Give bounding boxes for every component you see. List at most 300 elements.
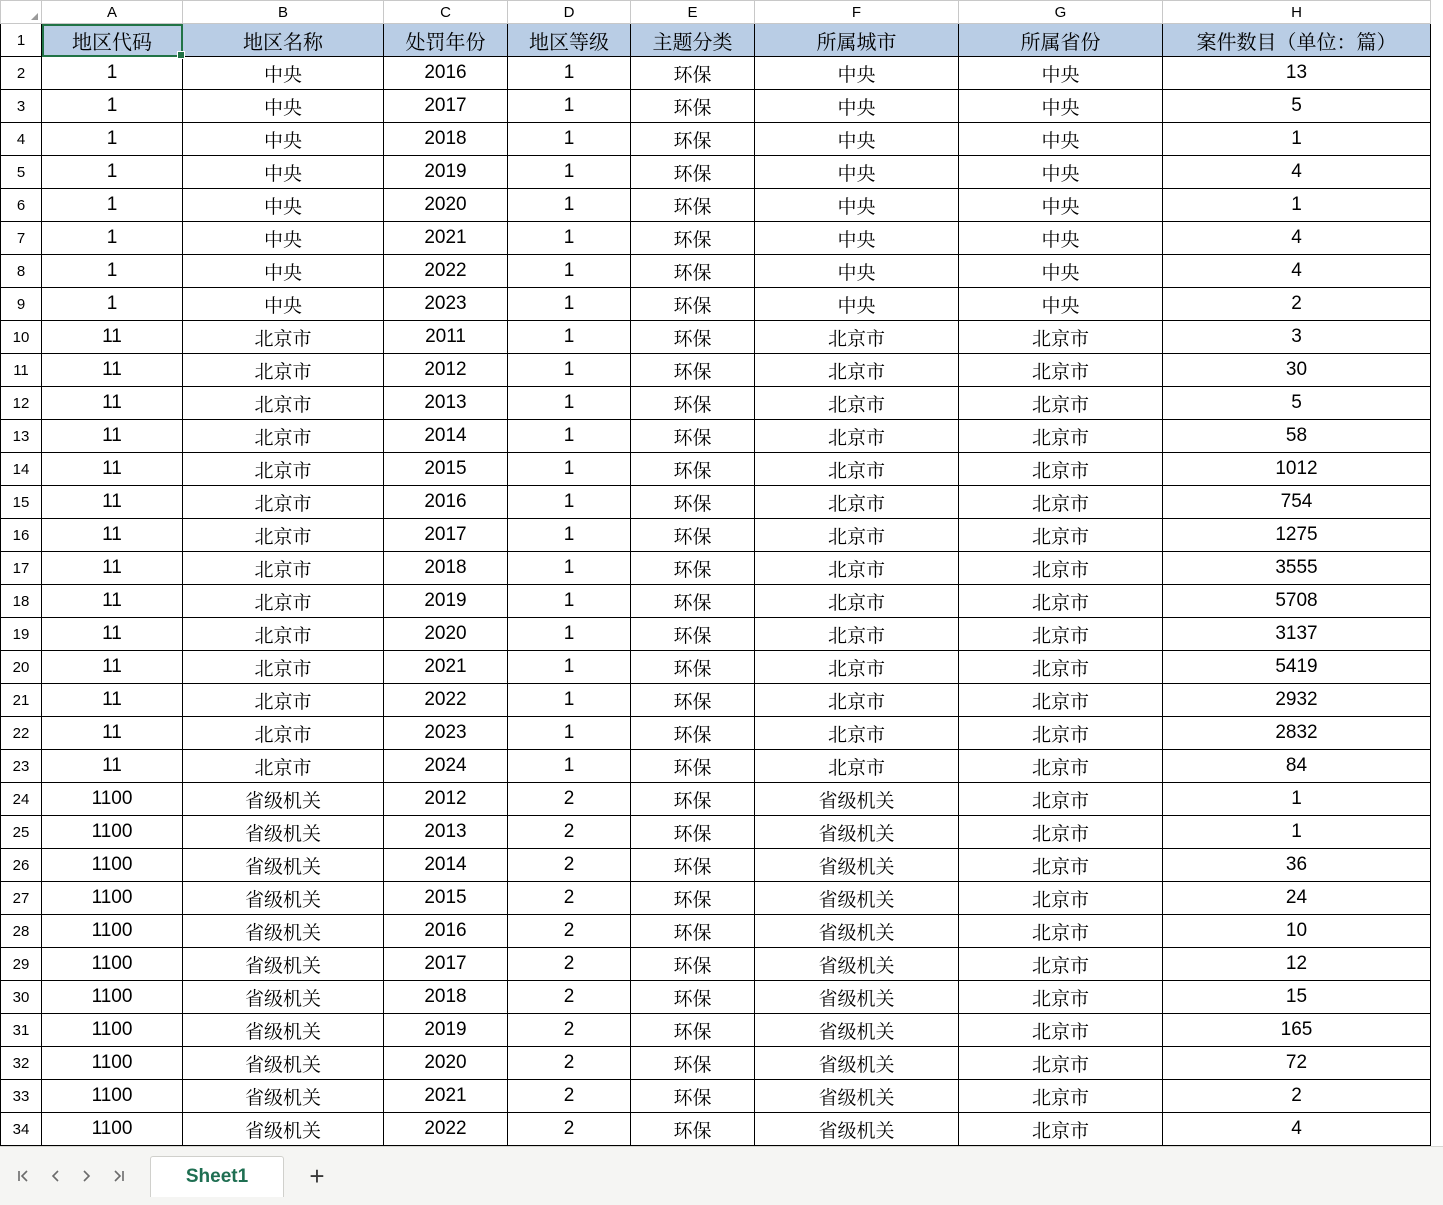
cell-g23[interactable]: 北京市 xyxy=(959,750,1163,783)
header-cell-f1[interactable]: 所属城市 xyxy=(755,24,959,57)
cell-b32[interactable]: 省级机关 xyxy=(183,1047,384,1080)
cell-h13[interactable]: 58 xyxy=(1163,420,1431,453)
cell-f34[interactable]: 省级机关 xyxy=(755,1113,959,1146)
cell-g9[interactable]: 中央 xyxy=(959,288,1163,321)
cell-a18[interactable]: 11 xyxy=(42,585,183,618)
cell-g2[interactable]: 中央 xyxy=(959,57,1163,90)
cell-e10[interactable]: 环保 xyxy=(631,321,755,354)
cell-f27[interactable]: 省级机关 xyxy=(755,882,959,915)
cell-d22[interactable]: 1 xyxy=(508,717,631,750)
cell-b20[interactable]: 北京市 xyxy=(183,651,384,684)
cell-h12[interactable]: 5 xyxy=(1163,387,1431,420)
cell-a29[interactable]: 1100 xyxy=(42,948,183,981)
cell-d15[interactable]: 1 xyxy=(508,486,631,519)
header-cell-h1[interactable]: 案件数目（单位：篇） xyxy=(1163,24,1431,57)
cell-d17[interactable]: 1 xyxy=(508,552,631,585)
cell-d19[interactable]: 1 xyxy=(508,618,631,651)
cell-g10[interactable]: 北京市 xyxy=(959,321,1163,354)
row-header-20[interactable]: 20 xyxy=(1,651,42,684)
cell-b34[interactable]: 省级机关 xyxy=(183,1113,384,1146)
cell-f32[interactable]: 省级机关 xyxy=(755,1047,959,1080)
cell-g22[interactable]: 北京市 xyxy=(959,717,1163,750)
column-header-e[interactable]: E xyxy=(631,1,755,24)
cell-h11[interactable]: 30 xyxy=(1163,354,1431,387)
cell-e2[interactable]: 环保 xyxy=(631,57,755,90)
cell-b28[interactable]: 省级机关 xyxy=(183,915,384,948)
cell-a26[interactable]: 1100 xyxy=(42,849,183,882)
cell-g13[interactable]: 北京市 xyxy=(959,420,1163,453)
cell-h18[interactable]: 5708 xyxy=(1163,585,1431,618)
cell-d16[interactable]: 1 xyxy=(508,519,631,552)
cell-e16[interactable]: 环保 xyxy=(631,519,755,552)
cell-f29[interactable]: 省级机关 xyxy=(755,948,959,981)
cell-e12[interactable]: 环保 xyxy=(631,387,755,420)
row-header-19[interactable]: 19 xyxy=(1,618,42,651)
cell-d8[interactable]: 1 xyxy=(508,255,631,288)
cell-g24[interactable]: 北京市 xyxy=(959,783,1163,816)
cell-h6[interactable]: 1 xyxy=(1163,189,1431,222)
cell-c22[interactable]: 2023 xyxy=(384,717,508,750)
cell-b29[interactable]: 省级机关 xyxy=(183,948,384,981)
cell-e14[interactable]: 环保 xyxy=(631,453,755,486)
cell-c31[interactable]: 2019 xyxy=(384,1014,508,1047)
cell-b25[interactable]: 省级机关 xyxy=(183,816,384,849)
cell-d9[interactable]: 1 xyxy=(508,288,631,321)
cell-b11[interactable]: 北京市 xyxy=(183,354,384,387)
cell-d12[interactable]: 1 xyxy=(508,387,631,420)
row-header-16[interactable]: 16 xyxy=(1,519,42,552)
previous-sheet-icon[interactable] xyxy=(40,1159,70,1193)
cell-f7[interactable]: 中央 xyxy=(755,222,959,255)
cell-f8[interactable]: 中央 xyxy=(755,255,959,288)
row-header-10[interactable]: 10 xyxy=(1,321,42,354)
row-header-30[interactable]: 30 xyxy=(1,981,42,1014)
cell-h10[interactable]: 3 xyxy=(1163,321,1431,354)
cell-a14[interactable]: 11 xyxy=(42,453,183,486)
header-cell-b1[interactable]: 地区名称 xyxy=(183,24,384,57)
cell-h29[interactable]: 12 xyxy=(1163,948,1431,981)
cell-g4[interactable]: 中央 xyxy=(959,123,1163,156)
cell-g30[interactable]: 北京市 xyxy=(959,981,1163,1014)
cell-c25[interactable]: 2013 xyxy=(384,816,508,849)
cell-e29[interactable]: 环保 xyxy=(631,948,755,981)
cell-e24[interactable]: 环保 xyxy=(631,783,755,816)
cell-d20[interactable]: 1 xyxy=(508,651,631,684)
row-header-18[interactable]: 18 xyxy=(1,585,42,618)
row-header-32[interactable]: 32 xyxy=(1,1047,42,1080)
cell-a10[interactable]: 11 xyxy=(42,321,183,354)
cell-c15[interactable]: 2016 xyxy=(384,486,508,519)
row-header-8[interactable]: 8 xyxy=(1,255,42,288)
row-header-25[interactable]: 25 xyxy=(1,816,42,849)
cell-h26[interactable]: 36 xyxy=(1163,849,1431,882)
cell-b9[interactable]: 中央 xyxy=(183,288,384,321)
cell-c6[interactable]: 2020 xyxy=(384,189,508,222)
cell-g16[interactable]: 北京市 xyxy=(959,519,1163,552)
cell-e7[interactable]: 环保 xyxy=(631,222,755,255)
cell-f30[interactable]: 省级机关 xyxy=(755,981,959,1014)
cell-f31[interactable]: 省级机关 xyxy=(755,1014,959,1047)
cell-d28[interactable]: 2 xyxy=(508,915,631,948)
cell-d33[interactable]: 2 xyxy=(508,1080,631,1113)
cell-a27[interactable]: 1100 xyxy=(42,882,183,915)
cell-d11[interactable]: 1 xyxy=(508,354,631,387)
cell-a22[interactable]: 11 xyxy=(42,717,183,750)
cell-b12[interactable]: 北京市 xyxy=(183,387,384,420)
row-header-14[interactable]: 14 xyxy=(1,453,42,486)
cell-b14[interactable]: 北京市 xyxy=(183,453,384,486)
cell-g32[interactable]: 北京市 xyxy=(959,1047,1163,1080)
cell-g34[interactable]: 北京市 xyxy=(959,1113,1163,1146)
cell-h4[interactable]: 1 xyxy=(1163,123,1431,156)
cell-h32[interactable]: 72 xyxy=(1163,1047,1431,1080)
cell-a25[interactable]: 1100 xyxy=(42,816,183,849)
cell-c30[interactable]: 2018 xyxy=(384,981,508,1014)
row-header-5[interactable]: 5 xyxy=(1,156,42,189)
cell-h34[interactable]: 4 xyxy=(1163,1113,1431,1146)
cell-d7[interactable]: 1 xyxy=(508,222,631,255)
row-header-21[interactable]: 21 xyxy=(1,684,42,717)
cell-b13[interactable]: 北京市 xyxy=(183,420,384,453)
cell-a4[interactable]: 1 xyxy=(42,123,183,156)
cell-e34[interactable]: 环保 xyxy=(631,1113,755,1146)
cell-d4[interactable]: 1 xyxy=(508,123,631,156)
cell-f22[interactable]: 北京市 xyxy=(755,717,959,750)
cell-h17[interactable]: 3555 xyxy=(1163,552,1431,585)
cell-g26[interactable]: 北京市 xyxy=(959,849,1163,882)
cell-b7[interactable]: 中央 xyxy=(183,222,384,255)
cell-e28[interactable]: 环保 xyxy=(631,915,755,948)
header-cell-e1[interactable]: 主题分类 xyxy=(631,24,755,57)
cell-h8[interactable]: 4 xyxy=(1163,255,1431,288)
cell-d29[interactable]: 2 xyxy=(508,948,631,981)
cell-e26[interactable]: 环保 xyxy=(631,849,755,882)
cell-a15[interactable]: 11 xyxy=(42,486,183,519)
row-header-26[interactable]: 26 xyxy=(1,849,42,882)
row-header-29[interactable]: 29 xyxy=(1,948,42,981)
row-header-28[interactable]: 28 xyxy=(1,915,42,948)
cell-d3[interactable]: 1 xyxy=(508,90,631,123)
cell-a8[interactable]: 1 xyxy=(42,255,183,288)
cell-e23[interactable]: 环保 xyxy=(631,750,755,783)
last-sheet-icon[interactable] xyxy=(104,1159,134,1193)
cell-c13[interactable]: 2014 xyxy=(384,420,508,453)
cell-f21[interactable]: 北京市 xyxy=(755,684,959,717)
cell-c12[interactable]: 2013 xyxy=(384,387,508,420)
cell-e3[interactable]: 环保 xyxy=(631,90,755,123)
cell-b33[interactable]: 省级机关 xyxy=(183,1080,384,1113)
select-all-corner[interactable] xyxy=(1,1,42,24)
cell-g18[interactable]: 北京市 xyxy=(959,585,1163,618)
cell-h27[interactable]: 24 xyxy=(1163,882,1431,915)
cell-a6[interactable]: 1 xyxy=(42,189,183,222)
cell-f20[interactable]: 北京市 xyxy=(755,651,959,684)
cell-a21[interactable]: 11 xyxy=(42,684,183,717)
cell-e32[interactable]: 环保 xyxy=(631,1047,755,1080)
cell-c2[interactable]: 2016 xyxy=(384,57,508,90)
cell-g19[interactable]: 北京市 xyxy=(959,618,1163,651)
cell-a23[interactable]: 11 xyxy=(42,750,183,783)
cell-f25[interactable]: 省级机关 xyxy=(755,816,959,849)
cell-g25[interactable]: 北京市 xyxy=(959,816,1163,849)
cell-h30[interactable]: 15 xyxy=(1163,981,1431,1014)
cell-d31[interactable]: 2 xyxy=(508,1014,631,1047)
cell-d6[interactable]: 1 xyxy=(508,189,631,222)
cell-h25[interactable]: 1 xyxy=(1163,816,1431,849)
cell-b19[interactable]: 北京市 xyxy=(183,618,384,651)
cell-g14[interactable]: 北京市 xyxy=(959,453,1163,486)
cell-c10[interactable]: 2011 xyxy=(384,321,508,354)
add-sheet-button[interactable] xyxy=(300,1159,334,1193)
cell-a24[interactable]: 1100 xyxy=(42,783,183,816)
cell-c18[interactable]: 2019 xyxy=(384,585,508,618)
header-cell-c1[interactable]: 处罚年份 xyxy=(384,24,508,57)
cell-f17[interactable]: 北京市 xyxy=(755,552,959,585)
cell-e6[interactable]: 环保 xyxy=(631,189,755,222)
cell-f6[interactable]: 中央 xyxy=(755,189,959,222)
cell-c7[interactable]: 2021 xyxy=(384,222,508,255)
row-header-33[interactable]: 33 xyxy=(1,1080,42,1113)
cell-c9[interactable]: 2023 xyxy=(384,288,508,321)
row-header-2[interactable]: 2 xyxy=(1,57,42,90)
row-header-34[interactable]: 34 xyxy=(1,1113,42,1146)
cell-b10[interactable]: 北京市 xyxy=(183,321,384,354)
cell-c23[interactable]: 2024 xyxy=(384,750,508,783)
cell-c26[interactable]: 2014 xyxy=(384,849,508,882)
cell-e9[interactable]: 环保 xyxy=(631,288,755,321)
cell-d30[interactable]: 2 xyxy=(508,981,631,1014)
row-header-9[interactable]: 9 xyxy=(1,288,42,321)
cell-e15[interactable]: 环保 xyxy=(631,486,755,519)
cell-b23[interactable]: 北京市 xyxy=(183,750,384,783)
row-header-7[interactable]: 7 xyxy=(1,222,42,255)
row-header-15[interactable]: 15 xyxy=(1,486,42,519)
cell-f13[interactable]: 北京市 xyxy=(755,420,959,453)
cell-h33[interactable]: 2 xyxy=(1163,1080,1431,1113)
cell-c5[interactable]: 2019 xyxy=(384,156,508,189)
cell-a34[interactable]: 1100 xyxy=(42,1113,183,1146)
cell-d13[interactable]: 1 xyxy=(508,420,631,453)
cell-e19[interactable]: 环保 xyxy=(631,618,755,651)
cell-b2[interactable]: 中央 xyxy=(183,57,384,90)
cell-c8[interactable]: 2022 xyxy=(384,255,508,288)
cell-b16[interactable]: 北京市 xyxy=(183,519,384,552)
cell-b17[interactable]: 北京市 xyxy=(183,552,384,585)
cell-g15[interactable]: 北京市 xyxy=(959,486,1163,519)
cell-c14[interactable]: 2015 xyxy=(384,453,508,486)
cell-a33[interactable]: 1100 xyxy=(42,1080,183,1113)
column-header-d[interactable]: D xyxy=(508,1,631,24)
cell-g5[interactable]: 中央 xyxy=(959,156,1163,189)
cell-f18[interactable]: 北京市 xyxy=(755,585,959,618)
row-header-17[interactable]: 17 xyxy=(1,552,42,585)
cell-a28[interactable]: 1100 xyxy=(42,915,183,948)
cell-e27[interactable]: 环保 xyxy=(631,882,755,915)
cell-d34[interactable]: 2 xyxy=(508,1113,631,1146)
cell-h3[interactable]: 5 xyxy=(1163,90,1431,123)
cell-g12[interactable]: 北京市 xyxy=(959,387,1163,420)
cell-d2[interactable]: 1 xyxy=(508,57,631,90)
cell-d27[interactable]: 2 xyxy=(508,882,631,915)
cell-c19[interactable]: 2020 xyxy=(384,618,508,651)
cell-f11[interactable]: 北京市 xyxy=(755,354,959,387)
cell-c16[interactable]: 2017 xyxy=(384,519,508,552)
cell-a31[interactable]: 1100 xyxy=(42,1014,183,1047)
cell-h20[interactable]: 5419 xyxy=(1163,651,1431,684)
cell-f28[interactable]: 省级机关 xyxy=(755,915,959,948)
cell-c29[interactable]: 2017 xyxy=(384,948,508,981)
cell-b31[interactable]: 省级机关 xyxy=(183,1014,384,1047)
cell-a9[interactable]: 1 xyxy=(42,288,183,321)
cell-e22[interactable]: 环保 xyxy=(631,717,755,750)
cell-d14[interactable]: 1 xyxy=(508,453,631,486)
cell-b24[interactable]: 省级机关 xyxy=(183,783,384,816)
row-header-4[interactable]: 4 xyxy=(1,123,42,156)
cell-c32[interactable]: 2020 xyxy=(384,1047,508,1080)
cell-a7[interactable]: 1 xyxy=(42,222,183,255)
cell-b26[interactable]: 省级机关 xyxy=(183,849,384,882)
cell-g29[interactable]: 北京市 xyxy=(959,948,1163,981)
cell-h24[interactable]: 1 xyxy=(1163,783,1431,816)
header-cell-d1[interactable]: 地区等级 xyxy=(508,24,631,57)
cell-e31[interactable]: 环保 xyxy=(631,1014,755,1047)
row-header-23[interactable]: 23 xyxy=(1,750,42,783)
column-header-a[interactable]: A xyxy=(42,1,183,24)
cell-e25[interactable]: 环保 xyxy=(631,816,755,849)
cell-h23[interactable]: 84 xyxy=(1163,750,1431,783)
row-header-22[interactable]: 22 xyxy=(1,717,42,750)
cell-b6[interactable]: 中央 xyxy=(183,189,384,222)
cell-h5[interactable]: 4 xyxy=(1163,156,1431,189)
row-header-1[interactable]: 1 xyxy=(1,24,42,57)
cell-h16[interactable]: 1275 xyxy=(1163,519,1431,552)
column-header-b[interactable]: B xyxy=(183,1,384,24)
cell-c28[interactable]: 2016 xyxy=(384,915,508,948)
cell-g6[interactable]: 中央 xyxy=(959,189,1163,222)
cell-f23[interactable]: 北京市 xyxy=(755,750,959,783)
row-header-31[interactable]: 31 xyxy=(1,1014,42,1047)
cell-f2[interactable]: 中央 xyxy=(755,57,959,90)
cell-b27[interactable]: 省级机关 xyxy=(183,882,384,915)
cell-b18[interactable]: 北京市 xyxy=(183,585,384,618)
cell-g27[interactable]: 北京市 xyxy=(959,882,1163,915)
cell-e20[interactable]: 环保 xyxy=(631,651,755,684)
header-cell-a1[interactable]: 地区代码 xyxy=(42,24,183,57)
cell-a17[interactable]: 11 xyxy=(42,552,183,585)
cell-d26[interactable]: 2 xyxy=(508,849,631,882)
cell-b8[interactable]: 中央 xyxy=(183,255,384,288)
cell-e18[interactable]: 环保 xyxy=(631,585,755,618)
cell-d21[interactable]: 1 xyxy=(508,684,631,717)
cell-c20[interactable]: 2021 xyxy=(384,651,508,684)
cell-a20[interactable]: 11 xyxy=(42,651,183,684)
cell-g8[interactable]: 中央 xyxy=(959,255,1163,288)
cell-g3[interactable]: 中央 xyxy=(959,90,1163,123)
cell-f19[interactable]: 北京市 xyxy=(755,618,959,651)
cell-g20[interactable]: 北京市 xyxy=(959,651,1163,684)
cell-h9[interactable]: 2 xyxy=(1163,288,1431,321)
cell-a13[interactable]: 11 xyxy=(42,420,183,453)
cell-b30[interactable]: 省级机关 xyxy=(183,981,384,1014)
cell-h15[interactable]: 754 xyxy=(1163,486,1431,519)
cell-f15[interactable]: 北京市 xyxy=(755,486,959,519)
cell-h22[interactable]: 2832 xyxy=(1163,717,1431,750)
cell-e13[interactable]: 环保 xyxy=(631,420,755,453)
cell-d5[interactable]: 1 xyxy=(508,156,631,189)
cell-d32[interactable]: 2 xyxy=(508,1047,631,1080)
cell-f14[interactable]: 北京市 xyxy=(755,453,959,486)
cell-g7[interactable]: 中央 xyxy=(959,222,1163,255)
cell-b22[interactable]: 北京市 xyxy=(183,717,384,750)
cell-d10[interactable]: 1 xyxy=(508,321,631,354)
cell-g21[interactable]: 北京市 xyxy=(959,684,1163,717)
cell-d23[interactable]: 1 xyxy=(508,750,631,783)
column-header-g[interactable]: G xyxy=(959,1,1163,24)
cell-a30[interactable]: 1100 xyxy=(42,981,183,1014)
cell-d18[interactable]: 1 xyxy=(508,585,631,618)
cell-h28[interactable]: 10 xyxy=(1163,915,1431,948)
cell-c33[interactable]: 2021 xyxy=(384,1080,508,1113)
cell-e5[interactable]: 环保 xyxy=(631,156,755,189)
cell-a5[interactable]: 1 xyxy=(42,156,183,189)
cell-g17[interactable]: 北京市 xyxy=(959,552,1163,585)
cell-b4[interactable]: 中央 xyxy=(183,123,384,156)
cell-e11[interactable]: 环保 xyxy=(631,354,755,387)
cell-f24[interactable]: 省级机关 xyxy=(755,783,959,816)
cell-e17[interactable]: 环保 xyxy=(631,552,755,585)
cell-h7[interactable]: 4 xyxy=(1163,222,1431,255)
cell-e30[interactable]: 环保 xyxy=(631,981,755,1014)
cell-e21[interactable]: 环保 xyxy=(631,684,755,717)
cell-a3[interactable]: 1 xyxy=(42,90,183,123)
cell-h19[interactable]: 3137 xyxy=(1163,618,1431,651)
cell-c24[interactable]: 2012 xyxy=(384,783,508,816)
column-header-f[interactable]: F xyxy=(755,1,959,24)
cell-d25[interactable]: 2 xyxy=(508,816,631,849)
cell-f16[interactable]: 北京市 xyxy=(755,519,959,552)
cell-f26[interactable]: 省级机关 xyxy=(755,849,959,882)
cell-a32[interactable]: 1100 xyxy=(42,1047,183,1080)
cell-a16[interactable]: 11 xyxy=(42,519,183,552)
cell-g11[interactable]: 北京市 xyxy=(959,354,1163,387)
row-header-13[interactable]: 13 xyxy=(1,420,42,453)
cell-b5[interactable]: 中央 xyxy=(183,156,384,189)
cell-g31[interactable]: 北京市 xyxy=(959,1014,1163,1047)
cell-e8[interactable]: 环保 xyxy=(631,255,755,288)
row-header-11[interactable]: 11 xyxy=(1,354,42,387)
cell-c17[interactable]: 2018 xyxy=(384,552,508,585)
cell-h14[interactable]: 1012 xyxy=(1163,453,1431,486)
cell-g28[interactable]: 北京市 xyxy=(959,915,1163,948)
cell-h21[interactable]: 2932 xyxy=(1163,684,1431,717)
cell-f3[interactable]: 中央 xyxy=(755,90,959,123)
cell-b15[interactable]: 北京市 xyxy=(183,486,384,519)
cell-f10[interactable]: 北京市 xyxy=(755,321,959,354)
cell-h2[interactable]: 13 xyxy=(1163,57,1431,90)
cell-c4[interactable]: 2018 xyxy=(384,123,508,156)
cell-e4[interactable]: 环保 xyxy=(631,123,755,156)
cell-c27[interactable]: 2015 xyxy=(384,882,508,915)
column-header-c[interactable]: C xyxy=(384,1,508,24)
header-cell-g1[interactable]: 所属省份 xyxy=(959,24,1163,57)
cell-c11[interactable]: 2012 xyxy=(384,354,508,387)
sheet-tab-sheet1[interactable] xyxy=(150,1156,284,1197)
first-sheet-icon[interactable] xyxy=(8,1159,38,1193)
cell-e33[interactable]: 环保 xyxy=(631,1080,755,1113)
row-header-6[interactable]: 6 xyxy=(1,189,42,222)
cell-c3[interactable]: 2017 xyxy=(384,90,508,123)
cell-g33[interactable]: 北京市 xyxy=(959,1080,1163,1113)
